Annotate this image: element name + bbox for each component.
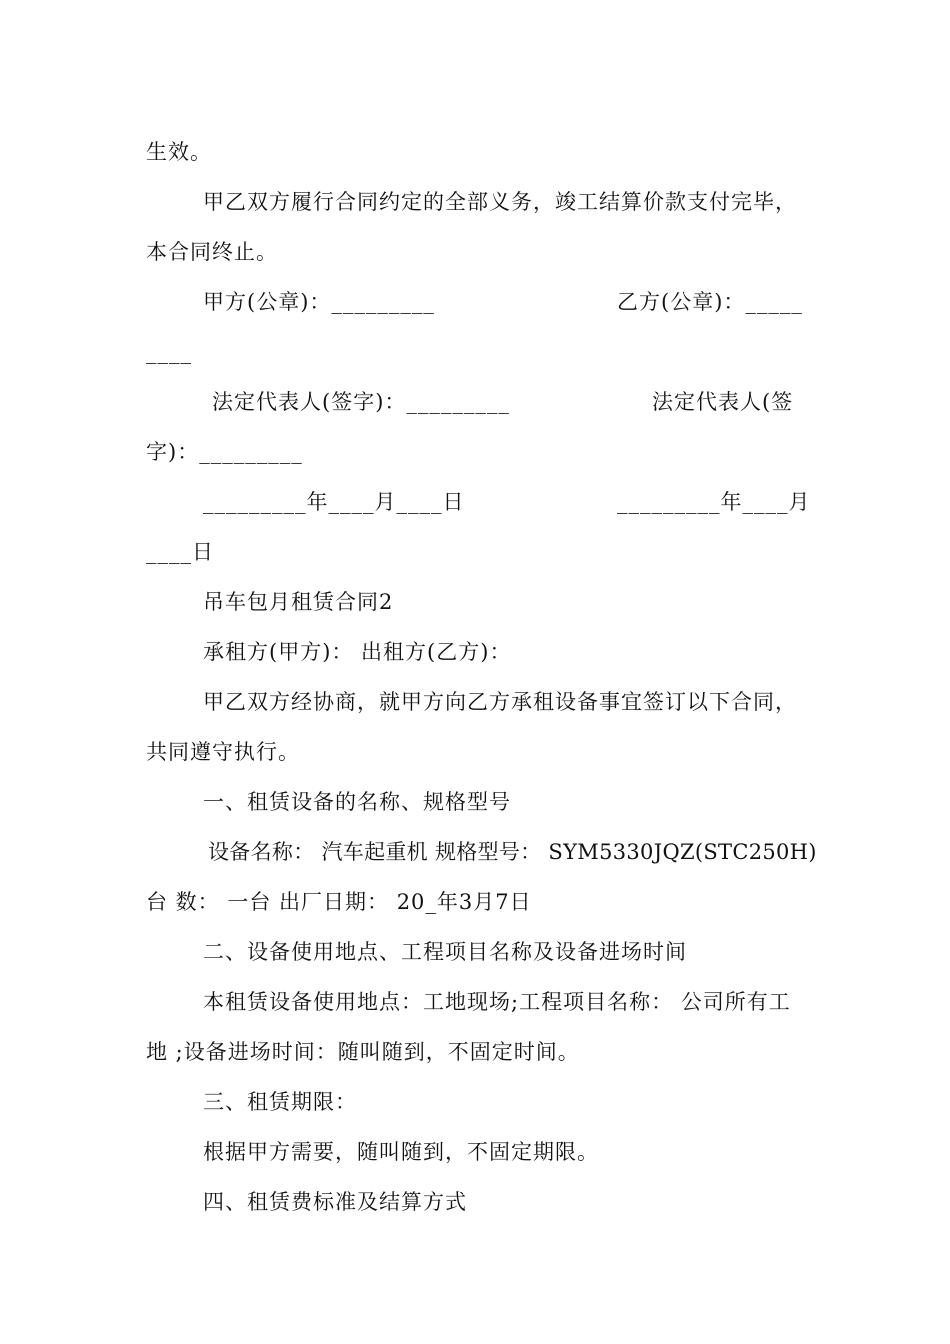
text-line: 生效。 [146,140,212,164]
clause-heading: 四、租赁费标准及结算方式 [203,1190,467,1214]
party-b-representative-line: 法定代表人(签 [652,390,794,414]
text-line: ____日 [146,540,214,564]
text-line: 甲乙双方履行合同约定的全部义务，竣工结算价款支付完毕， [203,190,797,214]
clause-heading: 一、租赁设备的名称、规格型号 [203,790,511,814]
text-line: 根据甲方需要，随叫随到，不固定期限。 [203,1140,599,1164]
text-line: 承租方(甲方)： 出租方(乙方)： [203,640,512,664]
text-line: 甲乙双方经协商，就甲方向乙方承租设备事宜签订以下合同， [203,690,797,714]
text-line: 本合同终止。 [146,240,278,264]
text-line: 台 数： 一台 出厂日期： 20_年3月7日 [146,890,532,914]
clause-heading: 二、设备使用地点、工程项目名称及设备进场时间 [203,940,687,964]
text-line: ____ [146,340,192,364]
party-a-representative-line: 法定代表人(签字)：_________ [212,390,510,414]
text-line: 设备名称： 汽车起重机 规格型号： SYM5330JQZ(STC250H) [208,840,817,864]
party-b-seal-line: 乙方(公章)：_____ [617,290,803,314]
text-line: 字)：_________ [146,440,303,464]
party-b-date-line: _________年____月 [617,490,811,514]
party-a-seal-line: 甲方(公章)：_________ [203,290,435,314]
section-title: 吊车包月租赁合同2 [203,590,394,614]
clause-heading: 三、租赁期限： [203,1090,357,1114]
party-a-date-line: _________年____月____日 [203,490,465,514]
text-line: 本租赁设备使用地点：工地现场;工程项目名称： 公司所有工 [203,990,791,1014]
text-line: 共同遵守执行。 [146,740,300,764]
text-line: 地 ;设备进场时间：随叫随到，不固定时间。 [146,1040,580,1064]
